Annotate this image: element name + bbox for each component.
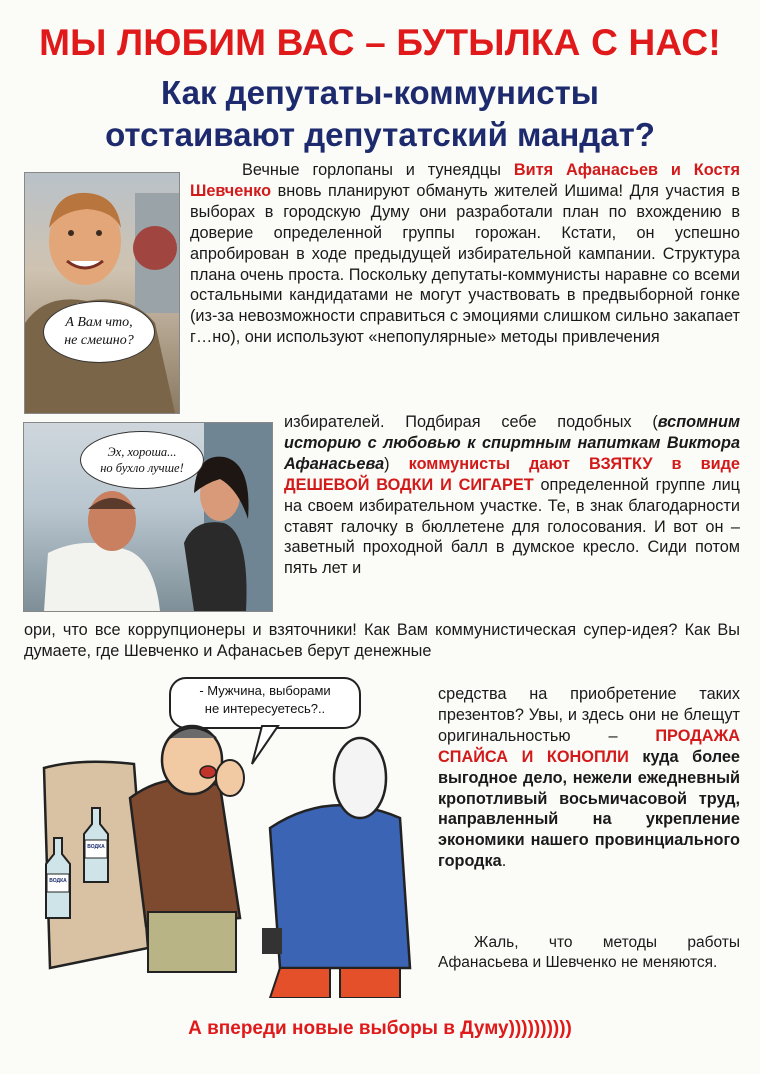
text-segment: средства на приобретение таких презентов? Увы, и здесь они не блещут оригинальностью – bbox=[438, 685, 740, 745]
article-paragraph-4 bbox=[438, 684, 740, 872]
subheadline-line-2: отстаивают депутатский мандат? bbox=[105, 116, 655, 153]
article-paragraph-1 bbox=[190, 160, 740, 348]
text-segment: избирателей. Подбирая себе подобных ( bbox=[284, 413, 658, 431]
subheadline-line-1: Как депутаты-коммунисты bbox=[161, 74, 599, 111]
bottle-label-2: ВОДКА bbox=[49, 878, 67, 884]
photo1-bubble-line-2: не смешно? bbox=[64, 333, 134, 348]
photo-portrait-illustration bbox=[25, 173, 179, 413]
cartoon-speech-text bbox=[170, 682, 360, 718]
text-segment: определенной группе лиц на своем избирательном участке. Те, в знак благодарности ставят галочку в бюллетене для голосования. И вот он – заветный проходной балл в думское кресло. Сиди потом пять лет и bbox=[284, 475, 740, 578]
text-segment: ) bbox=[384, 454, 409, 473]
cartoon-bubble-line-2: не интересуетесь?.. bbox=[204, 701, 326, 716]
photo2-bubble-line-1: Эх, хороша... bbox=[107, 445, 177, 459]
text-segment: Вечные горлопаны и тунеядцы bbox=[242, 161, 514, 179]
vodka-story-reference: вспомним историю с любовью к спиртным напиткам Виктора Афанасьева bbox=[284, 413, 740, 473]
photo1-speech-bubble bbox=[43, 301, 155, 363]
article-paragraph-2 bbox=[284, 412, 740, 579]
photo1-bubble-line-1: А Вам что, bbox=[65, 315, 133, 330]
drug-sale-claim: ПРОДАЖА СПАЙСА И КОНОПЛИ bbox=[438, 726, 740, 766]
bottle-label-1: ВОДКА bbox=[87, 844, 105, 850]
photo-couple bbox=[23, 422, 273, 612]
article-paragraph-5: Жаль, что методы работы Афанасьева и Шевченко не меняются. bbox=[438, 934, 740, 971]
subheadline bbox=[0, 72, 760, 156]
candidate-names: Витя Афанасьев и Костя Шевченко bbox=[190, 161, 740, 200]
text-segment: вновь планируют обмануть жителей Ишима! Для участия в выборах в городскую Думу они разработали план по вхождению в доверие определенной группы горожан. Кстати, он успешно апробирован в ходе предыдущей избирательной кампании. Структура плана очень проста. Поскольку депутаты-коммунисты наравне со всеми остальными кандидатами не могут участвовать в предвыборной гонке (из-за невозможности справиться с эмоциями слишком сильно закапает г…но), они используют «непопулярные» методы привлечения bbox=[190, 181, 740, 347]
text-segment: . bbox=[501, 852, 507, 871]
cartoon-illustration bbox=[30, 668, 430, 998]
bribe-claim: коммунисты дают ВЗЯТКУ в виде ДЕШЕВОЙ ВОДКИ И СИГАРЕТ bbox=[284, 454, 740, 494]
article-paragraph-3: ори, что все коррупционеры и взяточники! Как Вам коммунистическая супер-идея? Как Вы думаете, где Шевченко и Афанасьев берут денежные bbox=[24, 621, 740, 660]
photo2-speech-bubble bbox=[80, 431, 204, 489]
cartoon-bubble-line-1: - Мужчина, выборами bbox=[199, 683, 331, 698]
headline: МЫ ЛЮБИМ ВАС – БУТЫЛКА С НАС! bbox=[39, 22, 721, 63]
photo-afanasyev bbox=[24, 172, 180, 414]
bold-text-segment: куда более выгодное дело, нежели ежедневный кропотливый восьмичасовой труд, направленный на укрепление экономики нашего провинциального городка bbox=[438, 747, 740, 871]
footer-slogan: А впереди новые выборы в Думу)))))))))) bbox=[188, 1018, 572, 1039]
photo2-bubble-line-2: но бухло лучше! bbox=[100, 461, 184, 475]
